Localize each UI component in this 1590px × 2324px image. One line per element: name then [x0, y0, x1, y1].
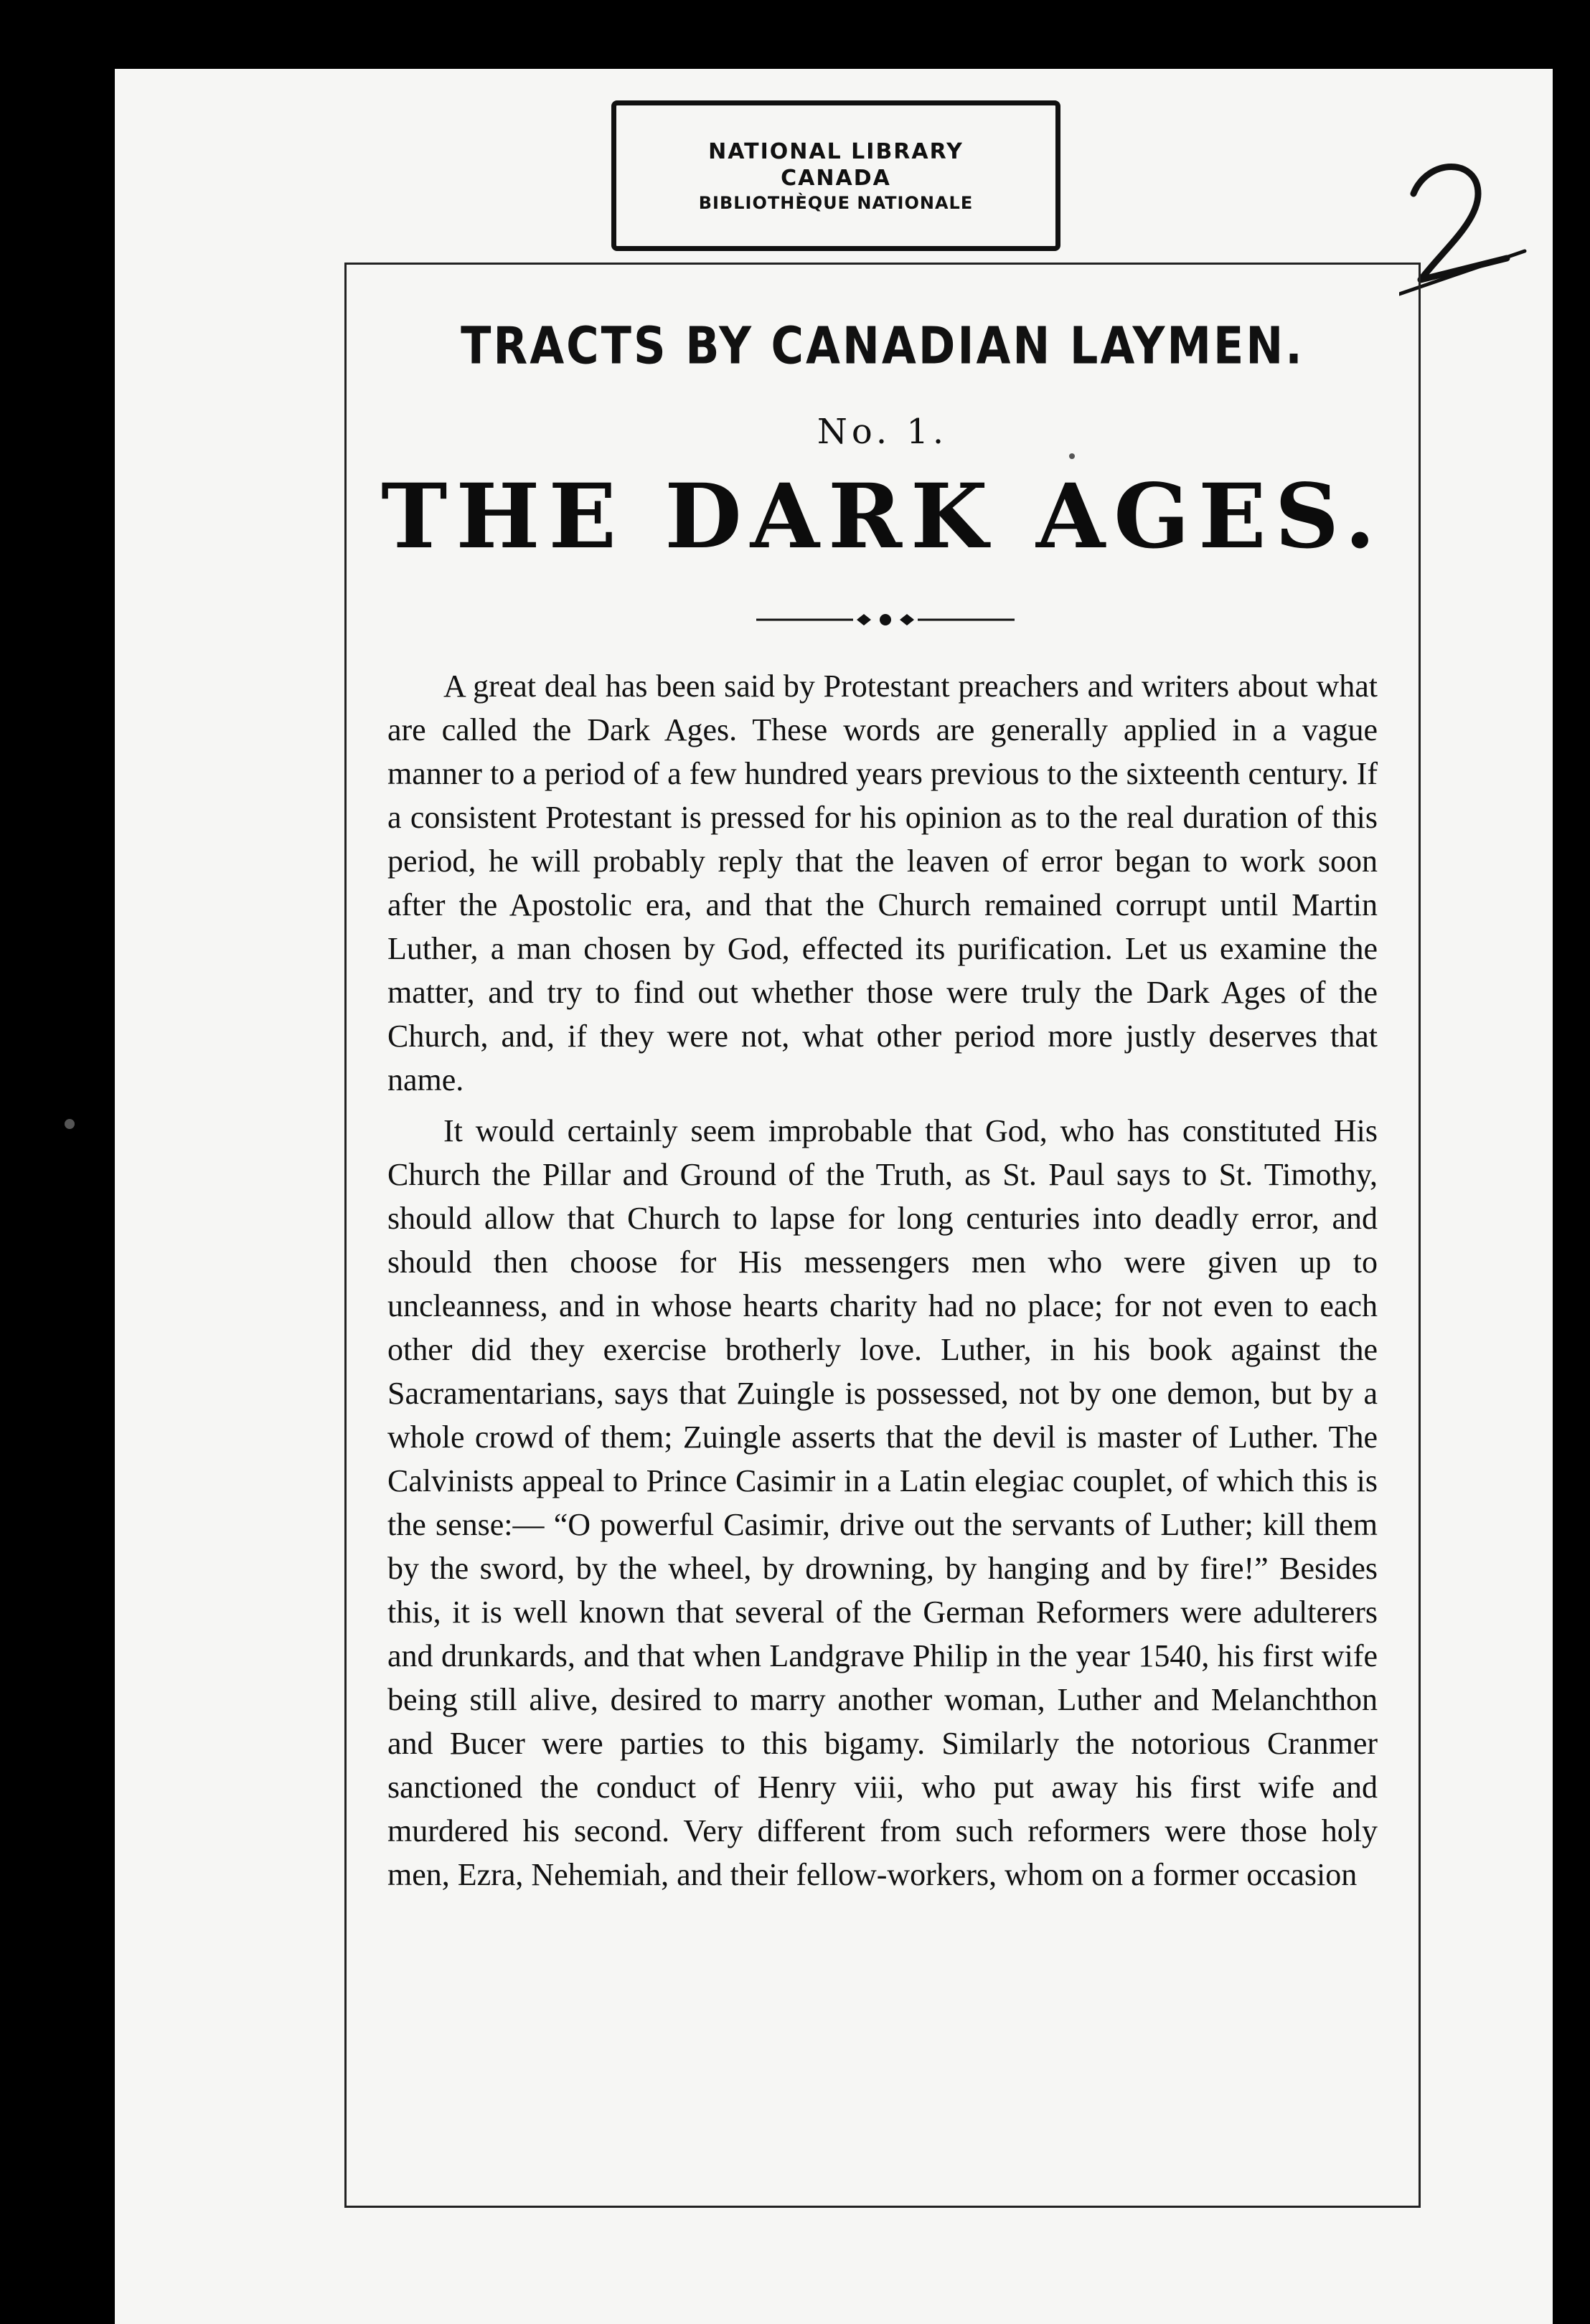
stamp-line-3: BIBLIOTHÈQUE NATIONALE [698, 192, 974, 213]
series-title: TRACTS BY CANADIAN LAYMEN. [461, 316, 1304, 376]
ornamental-rule [756, 611, 1015, 628]
stamp-line-1: NATIONAL LIBRARY [708, 138, 964, 164]
tract-title: THE DARK AGES. [381, 465, 1384, 569]
paragraph-1: A great deal has been said by Protestant preachers and writers about what are called the Dark Ages. These words are generally applied in a vague manner to a period of a few hundred years previous to the sixteenth century. If a consistent Protestant is pressed for his opinion as to the real duration of this period, he will probably reply that the leaven of error began to work soon after the Apostolic era, and that the Church remained corrupt until Martin Luther, a man chosen by God, effected its purification. Let us examine the matter, and try to find out whether those were truly the Dark Ages of the Church, and, if they were not, what other period more justly deserves that name. [387, 669, 1378, 1097]
tract-number: No. 1. [817, 412, 949, 452]
body-text [387, 664, 1378, 1904]
scan-speck [65, 1119, 75, 1129]
scan-speck [1069, 453, 1075, 459]
stamp-line-2: CANADA [781, 166, 891, 191]
library-stamp [611, 100, 1060, 251]
paragraph-2: It would certainly seem improbable that God, who has constituted His Church the Pillar and Ground of the Truth, as St. Paul says to St. Timothy, should allow that Church to lapse for long centuries into deadly error, and should then choose for His messengers men who were given up to uncleanness, and in whose hearts charity had no place; for not even to each other did they exercise brotherly love. Luther, in his book against the Sacramentarians, says that Zuingle is possessed, not by one demon, but by a whole crowd of them; Zuingle asserts that the devil is master of Luther. The Calvinists appeal to Prince Casimir in a Latin elegiac couplet, of which this is the sense:— “O powerful Casimir, drive out the servants of Luther; kill them by the sword, by the wheel, by drowning, by hanging and by fire!” Besides this, it is well known that several of the German Reformers were adulterers and drunkards, and that when Landgrave Philip in the year 1540, his first wife being still alive, desired to marry another woman, Luther and Melanchthon and Bucer were parties to this bigamy. Similarly the notorious Cranmer sanctioned the conduct of Henry viii, who put away his first wife and murdered his second. Very different from such reformers were those holy men, Ezra, Nehemiah, and their fellow-workers, whom on a former occasion [387, 1113, 1378, 1892]
